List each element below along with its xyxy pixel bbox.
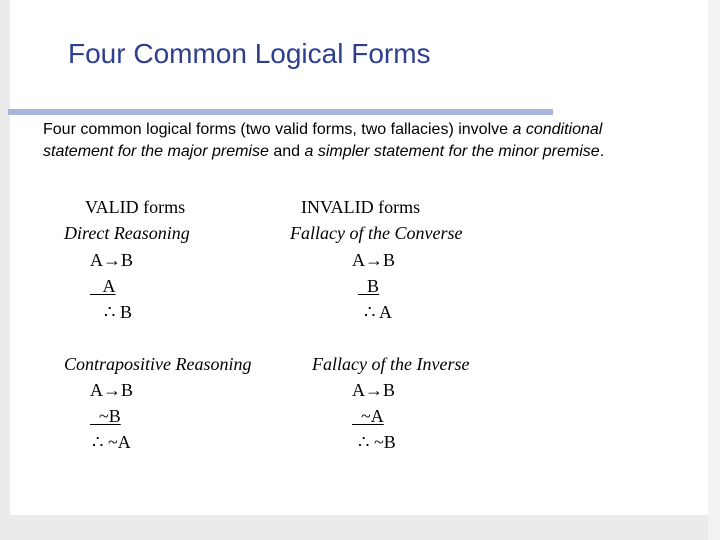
contrapositive-reasoning-conclusion: ∴ ~A [92,432,131,452]
fallacy-of-converse-minor-premise: B [358,276,380,296]
fallacy-of-converse-conclusion: ∴ A [364,302,392,322]
fallacy-of-converse-name: Fallacy of the Converse [290,223,463,243]
intro-text-1: Four common logical forms (two valid forms, two fallacies) involve [43,121,513,138]
bottom-margin-shade [0,515,720,540]
contrapositive-reasoning-name: Contrapositive Reasoning [64,354,252,374]
direct-reasoning-name: Direct Reasoning [64,223,190,243]
fallacy-of-inverse-major-premise: A→B [352,380,396,400]
fallacy-of-inverse-conclusion: ∴ ~B [358,432,396,452]
fallacy-of-inverse-name: Fallacy of the Inverse [312,354,470,374]
direct-reasoning-minor-premise: A [90,276,116,296]
fallacy-of-inverse-minor-premise: ~A [352,406,384,426]
intro-emphasis-major-premise: a conditional statement for the major premise [43,121,603,160]
direct-reasoning-major-premise: A→B [90,250,134,270]
right-margin-shade [708,0,720,540]
intro-text-2: and [268,143,305,160]
fallacy-of-converse-major-premise: A→B [352,250,396,270]
valid-forms-heading: VALID forms [85,197,186,217]
title-divider [8,109,553,115]
left-margin-shade [0,0,10,540]
slide-title: Four Common Logical Forms [68,38,431,69]
direct-reasoning-conclusion: ∴ B [104,302,132,322]
intro-text-3: . [599,143,605,160]
contrapositive-reasoning-minor-premise: ~B [90,406,121,426]
contrapositive-reasoning-major-premise: A→B [90,380,134,400]
intro-paragraph [43,119,668,163]
invalid-forms-heading: INVALID forms [301,197,421,217]
intro-emphasis-minor-premise: a simpler statement for the minor premise [304,143,600,160]
